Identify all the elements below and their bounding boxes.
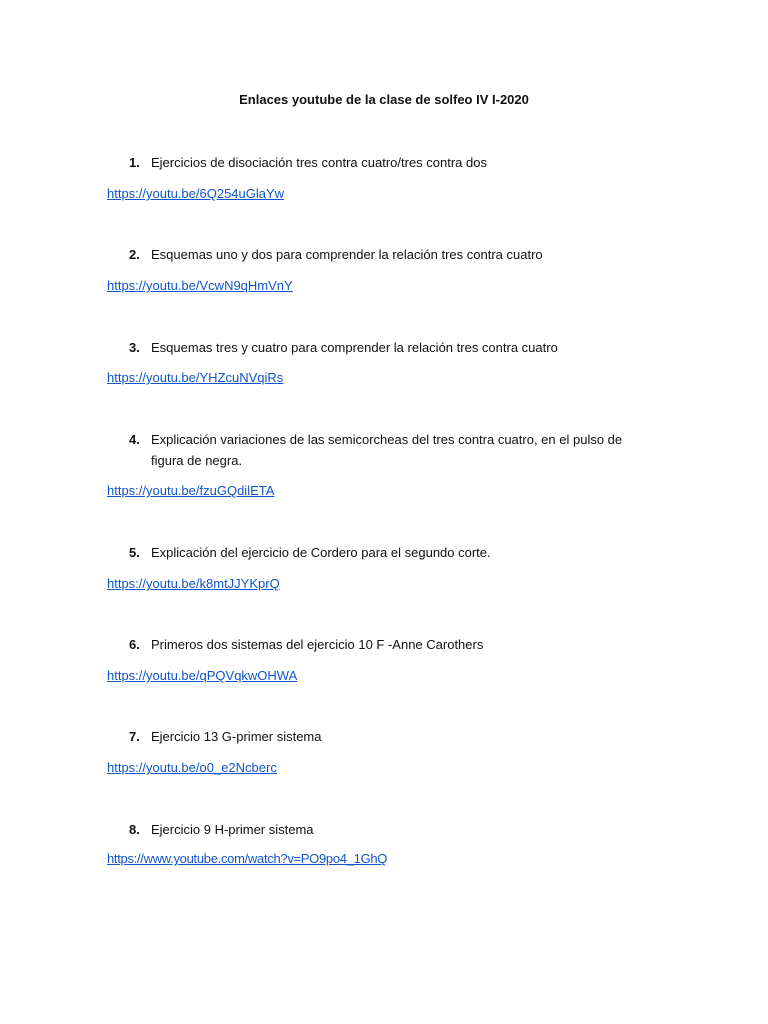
list-item-number: 6.	[129, 637, 140, 652]
youtube-link[interactable]: https://youtu.be/6Q254uGlaYw	[107, 186, 285, 201]
list-item-text: Explicación del ejercicio de Cordero para el segundo corte.	[151, 545, 491, 560]
list-item-text: Esquemas uno y dos para comprender la relación tres contra cuatro	[151, 247, 543, 262]
youtube-link[interactable]: https://youtu.be/YHZcuNVqiRs	[107, 370, 284, 385]
list-item-number: 7.	[129, 729, 140, 744]
youtube-link[interactable]: https://www.youtube.com/watch?v=PO9po4_1GhQ	[107, 851, 388, 866]
list-item	[129, 152, 669, 173]
list-item	[129, 634, 669, 655]
list-item	[129, 429, 654, 471]
list-item-number: 5.	[129, 545, 140, 560]
list-item-number: 1.	[129, 155, 140, 170]
list-item-number: 3.	[129, 340, 140, 355]
list-item-text: Ejercicio 9 H-primer sistema	[151, 822, 314, 837]
list-item	[129, 819, 669, 840]
youtube-link[interactable]: https://youtu.be/qPQVqkwOHWA	[107, 668, 298, 683]
list-item-number: 8.	[129, 822, 140, 837]
list-item-number: 4.	[129, 432, 140, 447]
list-item-text: Ejercicios de disociación tres contra cuatro/tres contra dos	[151, 155, 487, 170]
list-item-number: 2.	[129, 247, 140, 262]
youtube-link[interactable]: https://youtu.be/fzuGQdilETA	[107, 483, 275, 498]
youtube-link[interactable]: https://youtu.be/o0_e2Ncberc	[107, 760, 277, 775]
document-title: Enlaces youtube de la clase de solfeo IV I-2020	[239, 92, 529, 107]
list-item-text: Ejercicio 13 G-primer sistema	[151, 729, 322, 744]
list-item-text: Explicación variaciones de las semicorcheas del tres contra cuatro, en el pulso de figura de negra.	[151, 432, 623, 468]
list-item	[129, 726, 669, 747]
youtube-link[interactable]: https://youtu.be/k8mtJJYKprQ	[107, 576, 280, 591]
list-item	[129, 337, 669, 358]
list-item	[129, 542, 669, 563]
list-item-text: Primeros dos sistemas del ejercicio 10 F -Anne Carothers	[151, 637, 484, 652]
youtube-link[interactable]: https://youtu.be/VcwN9qHmVnY	[107, 278, 293, 293]
list-item	[129, 244, 669, 265]
list-item-text: Esquemas tres y cuatro para comprender la relación tres contra cuatro	[151, 340, 558, 355]
